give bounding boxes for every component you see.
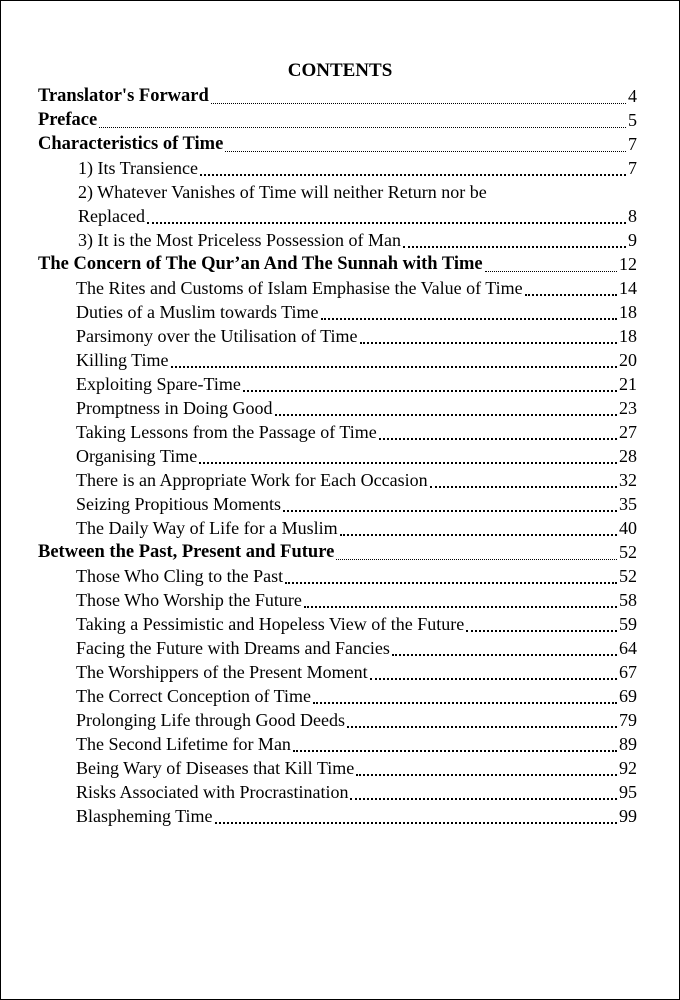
dot-leader [304, 595, 617, 611]
toc-entry [38, 803, 637, 827]
toc-entry [38, 179, 637, 203]
dot-leader [243, 379, 617, 395]
toc-entry-page: 21 [619, 374, 637, 394]
dot-leader [200, 163, 626, 179]
dot-leader [525, 283, 617, 299]
toc-entry-page: 9 [628, 230, 637, 250]
toc-entry [38, 755, 637, 779]
toc-entry [38, 611, 637, 635]
toc-entry [38, 539, 637, 563]
toc-entry [38, 635, 637, 659]
dot-leader [430, 475, 617, 491]
toc-entry-title: Seizing Propitious Moments [76, 494, 282, 514]
dot-leader [285, 571, 617, 587]
toc-entry-title: Killing Time [76, 350, 169, 370]
dot-leader [466, 619, 617, 635]
toc-entry [38, 395, 637, 419]
toc-entry [38, 515, 637, 539]
toc-entry-page: 20 [619, 350, 637, 370]
toc-entry [38, 563, 637, 587]
dot-leader [356, 763, 617, 779]
dot-leader [347, 715, 617, 731]
toc-entry-page: 27 [619, 422, 637, 442]
toc-entry-title: Duties of a Muslim towards Time [76, 302, 319, 322]
toc-entry [38, 203, 637, 227]
toc-entry-page: 79 [619, 710, 637, 730]
toc-entry-title: Prolonging Life through Good Deeds [76, 710, 345, 730]
toc-entry-page: 99 [619, 806, 637, 826]
table-of-contents [38, 83, 637, 827]
toc-entry [38, 707, 637, 731]
dot-leader [99, 115, 626, 131]
toc-entry-title: Those Who Cling to the Past [76, 566, 284, 586]
toc-entry-page: 5 [628, 110, 637, 130]
dot-leader [321, 307, 617, 323]
toc-entry [38, 251, 637, 275]
toc-entry-page: 23 [619, 398, 637, 418]
toc-entry [38, 107, 637, 131]
toc-entry-page: 18 [619, 326, 637, 346]
toc-entry [38, 227, 637, 251]
toc-entry [38, 275, 637, 299]
toc-entry [38, 467, 637, 491]
dot-leader [392, 643, 617, 659]
dot-leader [379, 427, 617, 443]
dot-leader [171, 355, 617, 371]
toc-entry [38, 731, 637, 755]
toc-entry-title: Promptness in Doing Good [76, 398, 273, 418]
toc-entry-page: 64 [619, 638, 637, 658]
dot-leader [340, 523, 617, 539]
toc-entry-page: 95 [619, 782, 637, 802]
page-title: CONTENTS [287, 60, 393, 81]
dot-leader [370, 667, 617, 683]
toc-entry-page: 59 [619, 614, 637, 634]
toc-entry-page: 52 [619, 566, 637, 586]
toc-entry-title: Taking Lessons from the Passage of Time [76, 422, 377, 442]
toc-entry-page: 35 [619, 494, 637, 514]
toc-entry [38, 419, 637, 443]
dot-leader [360, 331, 618, 347]
toc-entry [38, 323, 637, 347]
dot-leader [293, 739, 617, 755]
toc-entry-title: The Rites and Customs of Islam Emphasise the Value of Time [76, 278, 523, 298]
toc-entry-title: Parsimony over the Utilisation of Time [76, 326, 358, 346]
toc-entry-page: 7 [628, 158, 637, 178]
toc-entry-page: 67 [619, 662, 637, 682]
dot-leader [403, 235, 626, 251]
toc-entry-page: 58 [619, 590, 637, 610]
toc-entry [38, 659, 637, 683]
toc-entry-title: Between the Past, Present and Future [38, 542, 335, 562]
toc-entry [38, 491, 637, 515]
toc-entry [38, 131, 637, 155]
toc-entry-title: Taking a Pessimistic and Hopeless View of the Future [76, 614, 465, 634]
toc-entry-title: Exploiting Spare-Time [76, 374, 241, 394]
dot-leader [199, 451, 617, 467]
toc-entry-title: Those Who Worship the Future [76, 590, 302, 610]
toc-entry-page: 28 [619, 446, 637, 466]
toc-entry-page: 7 [628, 134, 637, 154]
dot-leader [283, 499, 617, 515]
dot-leader [211, 91, 626, 107]
toc-entry-title: Blaspheming Time [76, 806, 213, 826]
toc-entry [38, 299, 637, 323]
toc-entry-page: 14 [619, 278, 637, 298]
toc-entry-page: 12 [619, 254, 637, 274]
toc-entry-page: 52 [619, 542, 637, 562]
toc-entry [38, 371, 637, 395]
toc-entry-title: 3) It is the Most Priceless Possession of Man [78, 230, 401, 250]
toc-entry-page: 40 [619, 518, 637, 538]
dot-leader [485, 259, 617, 275]
dot-leader [350, 787, 617, 803]
toc-entry [38, 587, 637, 611]
toc-entry-title: Organising Time [76, 446, 198, 466]
toc-entry [38, 683, 637, 707]
toc-entry-page: 92 [619, 758, 637, 778]
toc-entry-page: 32 [619, 470, 637, 490]
toc-entry-title: Risks Associated with Procrastination [76, 782, 349, 802]
toc-entry-title: Characteristics of Time [38, 134, 224, 154]
toc-entry-page: 18 [619, 302, 637, 322]
toc-entry-page: 4 [628, 86, 637, 106]
toc-entry-title: 1) Its Transience [78, 158, 198, 178]
toc-entry-title: The Correct Conception of Time [76, 686, 311, 706]
dot-leader [275, 403, 617, 419]
dot-leader [215, 811, 617, 827]
toc-entry-title: Replaced [78, 206, 145, 226]
toc-entry-title: Preface [38, 110, 98, 130]
toc-entry-page: 89 [619, 734, 637, 754]
toc-entry-title: The Second Lifetime for Man [76, 734, 291, 754]
toc-entry-page: 8 [628, 206, 637, 226]
toc-entry-page: 69 [619, 686, 637, 706]
dot-leader [225, 139, 626, 155]
dot-leader [147, 211, 626, 227]
toc-entry [38, 443, 637, 467]
toc-entry-title: Translator's Forward [38, 86, 209, 106]
toc-entry [38, 347, 637, 371]
toc-entry [38, 779, 637, 803]
toc-entry-title: The Worshippers of the Present Moment [76, 662, 368, 682]
dot-leader [336, 547, 617, 563]
toc-entry [38, 83, 637, 107]
toc-entry [38, 155, 637, 179]
toc-entry-title: The Daily Way of Life for a Muslim [76, 518, 338, 538]
toc-entry-title: Being Wary of Diseases that Kill Time [76, 758, 355, 778]
toc-entry-title: 2) Whatever Vanishes of Time will neither Return nor be [78, 182, 487, 202]
dot-leader [313, 691, 617, 707]
toc-entry-title: The Concern of The Qur’an And The Sunnah with Time [38, 254, 483, 274]
toc-entry-title: There is an Appropriate Work for Each Occasion [76, 470, 428, 490]
toc-entry-title: Facing the Future with Dreams and Fancies [76, 638, 390, 658]
